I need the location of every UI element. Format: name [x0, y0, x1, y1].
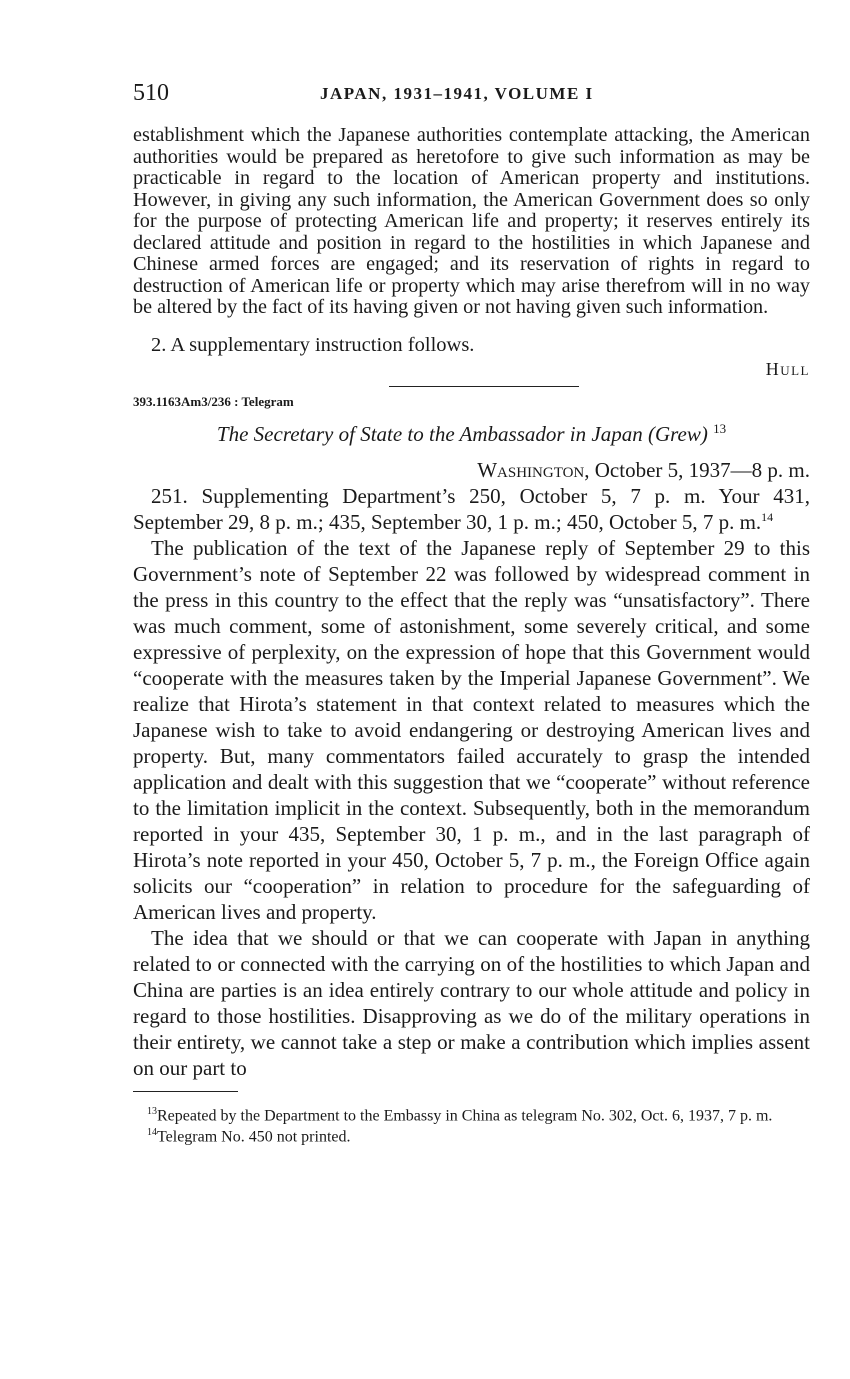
footnote-mark: 13	[147, 1105, 157, 1117]
footnote-13	[133, 1103, 810, 1124]
paragraph-251	[133, 483, 810, 535]
page-number: 510	[133, 80, 169, 106]
footnote-rule	[133, 1091, 238, 1092]
dateline-place: Washington,	[477, 457, 590, 482]
footnote-text: Repeated by the Department to the Embassy in China as telegram No. 302, Oct. 6, 1937, 7 p. m.	[157, 1106, 773, 1124]
footnotes	[133, 1103, 810, 1146]
footnote-14	[133, 1124, 810, 1145]
footnote-text: Telegram No. 450 not printed.	[157, 1128, 351, 1146]
document-title	[133, 416, 810, 447]
document-page	[133, 80, 810, 1145]
intro-paragraph: establishment which the Japanese authorities contemplate attacking, the American authorities would be prepared as heretofore to give such information as may be practicable in regard to the location of American property and institutions. However, in giving any such information, the American Government does so only for the purpose of protecting American life and property; it reserves entirely its declared attitude and position in regard to the hostilities in which Japanese and Chinese armed forces are engaged; and its reservation of rights in regard to destruction of American life or property which may arise therefrom will in no way be altered by the fact of its having given or not having given such information.	[133, 124, 810, 318]
dateline-date: October 5, 1937—8 p. m.	[589, 457, 810, 482]
dateline	[133, 457, 810, 483]
paragraph-publication: The publication of the text of the Japanese reply of September 29 to this Government’s note of September 22 was followed by widespread comment in the press in this country to the effect that the reply was “unsatisfactory”. There was much comment, some of astonishment, some severely critical, and some expressive of perplexity, on the expression of hope that this Government would “cooperate with the measures taken by the Imperial Japanese Government”. We realize that Hirota’s statement in that context related to measures which the Japanese wish to take to avoid endangering or destroying American lives and property. But, many commentators failed accurately to grasp the intended application and dealt with this suggestion that we “cooperate” without reference to the limitation implicit in the context. Subsequently, both in the memorandum reported in your 435, September 30, 1 p. m., and in the last paragraph of Hirota’s note reported in your 450, October 5, 7 p. m., the Foreign Office again solicits our “cooperation” in relation to procedure for the safeguarding of American lives and property.	[133, 535, 810, 924]
footnote-ref-14: 14	[761, 509, 774, 524]
item-2-paragraph: 2. A supplementary instruction follows.	[151, 333, 475, 356]
running-head: JAPAN, 1931–1941, VOLUME I	[320, 84, 594, 103]
footnote-mark: 14	[147, 1126, 157, 1138]
file-reference: 393.1163Am3/236 : Telegram	[133, 393, 294, 409]
footnote-ref-13: 13	[713, 420, 727, 436]
section-divider	[389, 386, 579, 387]
paragraph-251-text: 251. Supplementing Department’s 250, October 5, 7 p. m. Your 431, September 29, 8 p. m.; 435, September 30, 1 p. m.; 450, October 5, 7 p. m.	[133, 483, 810, 534]
document-title-text: The Secretary of State to the Ambassador in Japan (Grew)	[216, 421, 708, 446]
page-header	[133, 80, 810, 116]
paragraph-cooperation-idea: The idea that we should or that we can cooperate with Japan in anything related to or connected with the carrying on of the hostilities to which Japan and China are parties is an idea entirely contrary to our whole attitude and policy in regard to those hostilities. Disapproving as we do of the military operations in their entirety, we cannot take a step or make a contribution which implies assent on our part to	[133, 925, 810, 1080]
signature: Hull	[765, 358, 810, 379]
